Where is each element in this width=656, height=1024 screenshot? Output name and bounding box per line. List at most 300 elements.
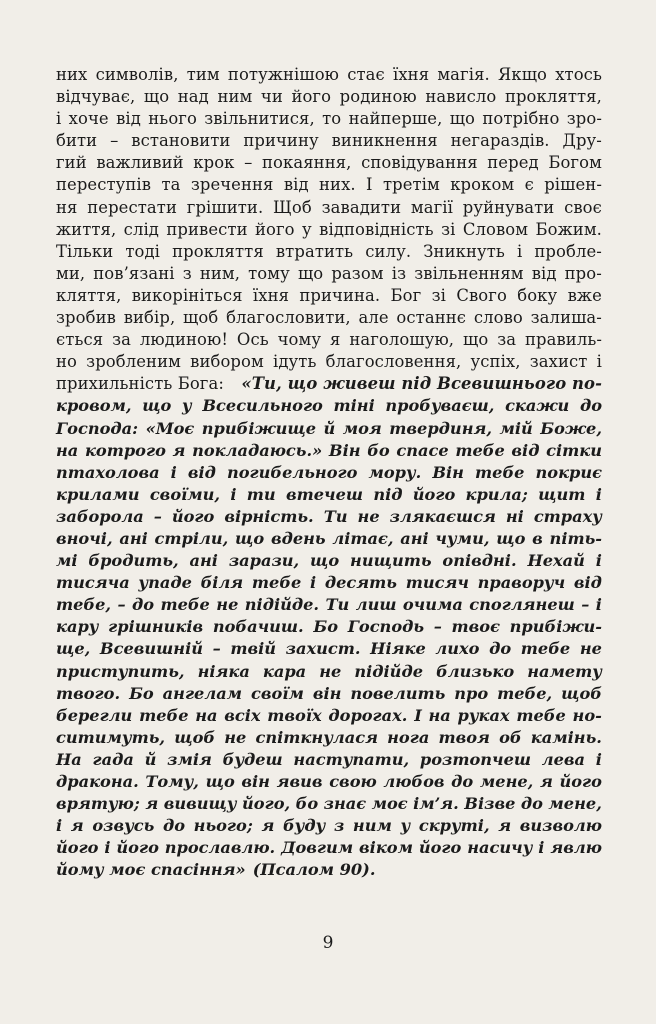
quote-line (56, 793, 602, 815)
text-line (56, 64, 602, 86)
word: про- (564, 263, 602, 283)
word: ні (505, 506, 524, 526)
word: я (145, 794, 159, 814)
word: нього; (193, 816, 253, 836)
word: найперше, (348, 109, 443, 129)
regular-text: прихильність Бога: (56, 374, 224, 394)
word: їхня (252, 285, 290, 305)
word: не (224, 727, 247, 747)
word: близько (436, 661, 515, 681)
quote-line (56, 572, 602, 594)
word: об (499, 727, 522, 747)
word: і (56, 816, 63, 836)
word: хоче (68, 109, 109, 129)
word: вибір, (123, 308, 176, 328)
word: – (581, 595, 590, 615)
word: втечеш (285, 484, 364, 504)
word: – (433, 617, 442, 637)
word: Бо (129, 683, 154, 703)
word: магія. (437, 65, 490, 84)
word: привести (166, 219, 248, 239)
mixed-text-line (56, 373, 602, 395)
word: упаде (138, 573, 192, 593)
word: Господь (347, 617, 425, 637)
word: на (195, 705, 218, 725)
word: від (531, 263, 557, 283)
word: стріли, (154, 528, 229, 548)
word: ситимуть, (56, 727, 166, 747)
quote-line (56, 727, 602, 749)
word: нависло (425, 87, 497, 107)
word: тебе (520, 639, 571, 659)
quote-line (56, 749, 602, 771)
word: скруті, (418, 816, 490, 836)
text-line (56, 130, 602, 152)
word: дракона. (56, 772, 139, 791)
word: вибором (190, 352, 264, 372)
word: він (241, 772, 270, 791)
word: у (182, 396, 192, 416)
word: над (177, 87, 209, 107)
word: під (373, 484, 403, 504)
quote-line (56, 395, 602, 417)
body-text (56, 64, 602, 881)
word: я (330, 330, 341, 350)
word: своїми, (149, 484, 221, 504)
psalm-quote-start: «Ти, що живеш під Всевишнього по- (241, 374, 602, 394)
word: скажи (505, 396, 570, 416)
word: Господа: (56, 418, 139, 438)
word: і (596, 352, 602, 372)
word: твій (230, 639, 277, 659)
word: Ось (236, 330, 269, 350)
word: І (366, 175, 373, 195)
word: них. (319, 175, 356, 195)
word: ми, (56, 263, 86, 283)
word: і (538, 838, 545, 858)
word: до (520, 794, 543, 814)
word: Ніяке (370, 639, 426, 659)
word: повелить (350, 683, 446, 703)
word: опівдні. (442, 551, 517, 571)
word: крилами (56, 484, 140, 504)
word: ані (119, 528, 148, 548)
word: – (212, 639, 221, 659)
word: на (56, 440, 79, 460)
word: І (414, 705, 422, 725)
word: но (56, 352, 77, 372)
word: спасе (396, 440, 449, 460)
quote-line (56, 683, 602, 705)
word: потужнішою (227, 65, 340, 84)
quote-line (56, 550, 602, 572)
word: врятую; (56, 794, 140, 814)
word: тебе (251, 573, 302, 593)
word: магії (410, 197, 453, 217)
word: прославлю. (164, 838, 276, 858)
word: бо (367, 440, 390, 460)
word: захист (529, 352, 588, 372)
word: щоб (183, 308, 219, 328)
word: у (302, 219, 312, 239)
text-line (56, 152, 602, 174)
word: ним (217, 87, 253, 107)
word: звільненням (414, 263, 524, 283)
word: я (539, 772, 553, 791)
word: Божим. (535, 219, 602, 239)
word: прибіжи- (509, 617, 602, 637)
word: слово (473, 308, 523, 328)
word: Ти (325, 595, 350, 615)
word: біля (200, 573, 244, 593)
word: але (358, 308, 389, 328)
word: мору. (368, 462, 422, 482)
word: чи (260, 87, 283, 107)
word: ідуть (273, 352, 317, 372)
word: своє (564, 197, 602, 217)
word: прокляття (172, 241, 264, 261)
word: Всесильного (202, 396, 323, 416)
word: вже (567, 285, 602, 305)
word: лева (541, 749, 586, 769)
word: піть- (549, 528, 602, 548)
word: вночі, (56, 528, 113, 548)
word: встановити (131, 131, 231, 151)
word: до (579, 396, 602, 416)
word: страху (533, 506, 602, 526)
word: його (171, 506, 215, 526)
word: не (319, 661, 342, 681)
word: його (418, 838, 462, 858)
word: зі (431, 285, 447, 305)
word: я (172, 440, 186, 460)
word: тебе (455, 440, 505, 460)
word: наступати, (293, 749, 410, 769)
word: Ти (323, 506, 348, 526)
word: зробив (56, 308, 116, 328)
word: вивищу (163, 794, 237, 814)
word: покриє (535, 462, 602, 482)
word: що (496, 528, 526, 548)
word: Нехай (527, 551, 585, 571)
word: моя (342, 418, 382, 438)
word: кровом, (56, 396, 132, 416)
word: Бо (313, 617, 339, 637)
word: що (297, 263, 324, 283)
quote-line (56, 462, 602, 484)
word: зробленим (86, 352, 181, 372)
text-line (56, 108, 602, 130)
word: тіні (333, 396, 375, 416)
word: і (595, 484, 602, 504)
word: третім (382, 175, 440, 195)
quote-line (56, 440, 602, 462)
word: що (142, 396, 172, 416)
word: то (322, 109, 342, 129)
word: всіх (224, 705, 261, 725)
word: – (153, 506, 162, 526)
word: відчуває, (56, 87, 136, 107)
word: я (261, 816, 275, 836)
word: тисяч (405, 573, 469, 593)
word: тебе (516, 705, 566, 725)
word: нього (148, 109, 197, 129)
word: моє (371, 794, 408, 814)
psalm-citation: (Псалом 90). (252, 860, 376, 880)
text-line (56, 241, 602, 263)
word: що (205, 772, 235, 791)
word: і (516, 241, 523, 261)
word: і (170, 462, 177, 482)
word: разом (331, 263, 384, 283)
word: явив (276, 772, 323, 791)
word: кроком (450, 175, 515, 195)
word: благословити, (226, 308, 351, 328)
word: ти (246, 484, 276, 504)
word: мі (56, 551, 78, 571)
word: зарази, (228, 551, 300, 571)
word: визволю (519, 816, 602, 836)
text-line (56, 285, 602, 307)
word: десять (324, 573, 397, 593)
word: його (291, 87, 332, 107)
word: мене, (548, 794, 602, 814)
word: Свого (456, 285, 507, 305)
word: у (400, 816, 411, 836)
word: від (187, 462, 216, 482)
word: котрого (84, 440, 166, 460)
word: і (56, 109, 62, 129)
text-line (56, 197, 602, 219)
word: Довгим (281, 838, 354, 858)
word: любов (383, 772, 445, 791)
quote-line (56, 705, 602, 727)
word: ангелам (162, 683, 243, 703)
word: руках (457, 705, 510, 725)
word: бити (56, 131, 98, 151)
word: грішити. (186, 197, 264, 217)
word: негараздів. (450, 131, 550, 151)
text-line (56, 219, 602, 241)
word: до (451, 772, 474, 791)
word: за (497, 330, 517, 350)
word: їхня (393, 65, 430, 84)
word: тебе, (497, 683, 553, 703)
quote-line (56, 661, 602, 683)
word: лиш (355, 595, 397, 615)
word: сповідування (361, 153, 478, 173)
word: до (131, 595, 155, 615)
word: праворуч (477, 573, 566, 593)
word: в (532, 528, 543, 548)
word: зі (441, 219, 456, 239)
word: Словом (462, 219, 529, 239)
word: виникнення (331, 131, 438, 151)
word: злякаєшся (389, 506, 496, 526)
word: буду (282, 816, 326, 836)
word: будеш (222, 749, 283, 769)
page-number: 9 (322, 933, 334, 953)
quote-line (56, 528, 602, 550)
word: не (216, 595, 239, 615)
word: дорогах. (328, 705, 408, 725)
word: намету (527, 661, 602, 681)
word: успіх, (470, 352, 521, 372)
quote-line (56, 594, 602, 616)
word: від (283, 175, 309, 195)
word: Богом (548, 153, 602, 173)
word: він (312, 683, 342, 703)
word: Бог (390, 285, 422, 305)
word: нищить (350, 551, 432, 571)
word: спіткнулася (255, 727, 378, 747)
word: побачиш. (212, 617, 304, 637)
word: твого. (56, 683, 121, 703)
word: Тому, (145, 772, 199, 791)
word: що (449, 109, 476, 129)
word: причину (243, 131, 319, 151)
word: і (310, 573, 317, 593)
word: й (144, 749, 157, 769)
word: силу. (365, 241, 412, 261)
word: твердиня, (389, 418, 493, 438)
quote-last-line (56, 859, 602, 881)
word: родиною (339, 87, 417, 107)
word: погибельного (226, 462, 358, 482)
word: лихо (435, 639, 480, 659)
word: Щоб (273, 197, 312, 217)
word: що (143, 87, 170, 107)
word: птахолова (56, 462, 160, 482)
quote-line (56, 484, 602, 506)
word: з (182, 263, 192, 283)
word: насичу (467, 838, 533, 858)
word: ня (56, 197, 78, 217)
word: та (161, 175, 181, 195)
word: причина. (299, 285, 381, 305)
quote-line (56, 418, 602, 440)
text-line (56, 263, 602, 285)
word: щит (538, 484, 586, 504)
word: не (579, 639, 602, 659)
word: від (573, 573, 602, 593)
word: прокляття, (504, 87, 602, 107)
word: – (110, 131, 119, 151)
word: хтось (555, 65, 602, 84)
word: вдень (270, 528, 326, 548)
word: грішників (108, 617, 204, 637)
word: є (524, 175, 534, 195)
word: до (162, 816, 186, 836)
word: віком (359, 838, 413, 858)
text-line (56, 329, 602, 351)
word: переступів (56, 175, 152, 195)
quote-line (56, 638, 602, 660)
word: з (333, 816, 345, 836)
word: – (117, 595, 126, 615)
text-line (56, 174, 602, 196)
word: очима (402, 595, 463, 615)
word: потрібно (482, 109, 560, 129)
word: важливий (96, 153, 184, 173)
quote-line (56, 815, 602, 837)
word: пов’язані (93, 263, 175, 283)
word: Він (328, 440, 361, 460)
word: – (244, 153, 253, 173)
word: захист. (285, 639, 361, 659)
word: життя, (56, 219, 117, 239)
word: своїм (251, 683, 304, 703)
word: і (595, 749, 602, 769)
word: про (454, 683, 489, 703)
word: кару (56, 617, 99, 637)
word: підійде. (244, 595, 320, 615)
word: Боже, (540, 418, 602, 438)
word: правиль- (524, 330, 602, 350)
word: зро- (566, 109, 602, 129)
quote-line (56, 837, 602, 859)
word: твоя (438, 727, 490, 747)
word: і (104, 838, 111, 858)
word: покладаюсь.» (192, 440, 323, 460)
quote-line (56, 616, 602, 638)
word: залиша- (530, 308, 602, 328)
word: озвусь (92, 816, 155, 836)
word: рішен- (544, 175, 602, 195)
word: пробуваєш, (385, 396, 495, 416)
word: й (323, 418, 336, 438)
word: но- (572, 705, 602, 725)
word: приступить, (56, 661, 185, 681)
word: і (230, 484, 237, 504)
word: бродить, (88, 551, 179, 571)
word: ним, (199, 263, 241, 283)
word: явлю (550, 838, 602, 858)
quote-end-text: йому моє спасіння» (56, 860, 246, 880)
word: слід (123, 219, 159, 239)
word: ім’я. (413, 794, 459, 814)
word: камінь. (530, 727, 602, 747)
quote-line (56, 771, 602, 793)
word: тому (248, 263, 290, 283)
word: втратить (275, 241, 354, 261)
word: руйнувати (462, 197, 555, 217)
word: на (428, 705, 451, 725)
word: наголошую, (349, 330, 455, 350)
word: прибіжище (201, 418, 317, 438)
word: твоїх (267, 705, 322, 725)
word: заборола (56, 506, 144, 526)
word: Зникнуть (423, 241, 505, 261)
word: тоді (125, 241, 161, 261)
word: Він (432, 462, 464, 482)
word: вірність. (224, 506, 314, 526)
word: останнє (396, 308, 467, 328)
word: від (116, 109, 141, 129)
word: На (56, 749, 82, 769)
word: нога (387, 727, 430, 747)
word: ним (352, 816, 392, 836)
word: чуми, (435, 528, 490, 548)
text-line (56, 86, 602, 108)
word: гада (92, 749, 134, 769)
word: тисяча (56, 573, 130, 593)
word: я (70, 816, 84, 836)
word: завадити (321, 197, 402, 217)
word: його (559, 772, 602, 791)
word: розтопчеш (419, 749, 532, 769)
word: тебе (475, 462, 525, 482)
